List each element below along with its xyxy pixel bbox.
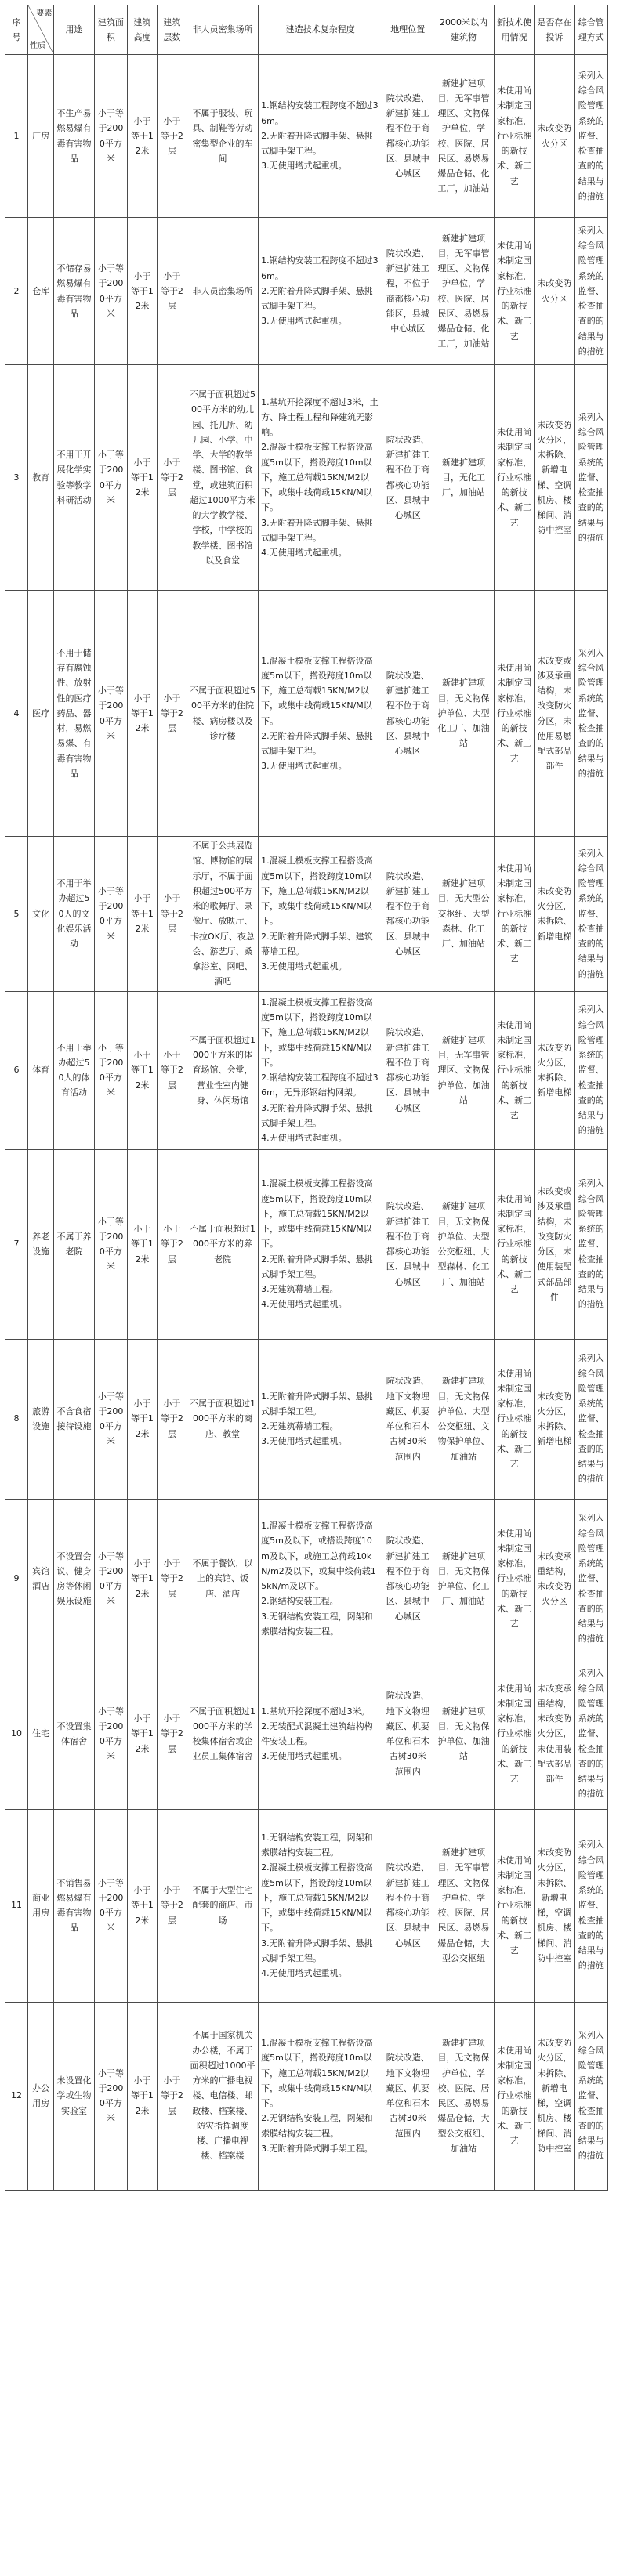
cell-seq: 2 — [5, 218, 28, 365]
cell-height: 小于等于12米 — [128, 591, 158, 837]
cell-use: 不用于储存有腐蚀性、放射性的医疗药品、器材，易燃易爆、有毒有害物品 — [54, 591, 94, 837]
header-newtech: 新技术使用情况 — [495, 5, 535, 55]
cell-control: 采列入综合风险管理系统的监督、检查抽查的的结果与的措施 — [574, 837, 607, 992]
cell-complexity: 1.混凝土模板支撑工程搭设高度5m以下，搭设跨度10m以下，施工总荷载15KN/M2以下，或集中线荷载15KN/M以下。 2.无附着升降式脚手架、悬挑式脚手架工程。 3.无建筑幕墙工程。 4.无使用塔式起重机。 — [259, 1149, 382, 1339]
cell-range2000: 新建扩建项目，无文物保护单位、大型公交枢纽、大型森林、化工厂、加油站 — [433, 1149, 495, 1339]
cell-type: 文化 — [27, 837, 53, 992]
cell-floors: 小于等于2层 — [157, 837, 187, 992]
cell-type: 旅游设施 — [27, 1339, 53, 1499]
cell-area: 小于等于2000平方米 — [94, 1149, 127, 1339]
cell-range2000: 新建扩建项目，无化工厂，加油站 — [433, 365, 495, 591]
cell-control: 采列入综合风险管理系统的监督、检查抽查的的结果与的措施 — [574, 991, 607, 1149]
cell-control: 采列入综合风险管理系统的监督、检查抽查的的结果与的措施 — [574, 365, 607, 591]
cell-use: 不用于举办超过50人的文化娱乐活动 — [54, 837, 94, 992]
cell-use: 未设置化学或生物实验室 — [54, 2002, 94, 2190]
cell-use: 不设置会议、健身房等休闲娱乐设施 — [54, 1499, 94, 1659]
cell-type: 教育 — [27, 365, 53, 591]
cell-height: 小于等于12米 — [128, 218, 158, 365]
cell-range2000: 新建扩建项目，无文物保护单位、大型公交枢纽、文物保护单位、加油站 — [433, 1339, 495, 1499]
cell-complaints: 未改变防火分区 — [535, 218, 574, 365]
cell-newtech: 未使用尚未制定国家标准，行业标准的新技术、新工艺 — [495, 1809, 535, 2002]
cell-seq: 4 — [5, 591, 28, 837]
cell-nonpersonnel: 不属于面积超过500平方米的住院楼、病房楼以及诊疗楼 — [187, 591, 258, 837]
cell-type: 宾馆酒店 — [27, 1499, 53, 1659]
table-row — [5, 2002, 608, 2190]
risk-table — [5, 5, 608, 2191]
header-row — [5, 5, 608, 55]
cell-location: 院状改造、新建扩建工程，不位于商都核心功能区，县城中心城区 — [382, 218, 433, 365]
cell-complaints: 未改变承重结构，未改变防火分区 — [535, 1499, 574, 1659]
table-body — [5, 55, 608, 2191]
cell-type: 仓库 — [27, 218, 53, 365]
cell-use: 不用于举办超过50人的体育活动 — [54, 991, 94, 1149]
header-range2000: 2000米以内建筑物 — [433, 5, 495, 55]
cell-nonpersonnel: 非人员密集场所 — [187, 218, 258, 365]
cell-control: 采列入综合风险管理系统的监督、检查抽查的的结果与的措施 — [574, 1339, 607, 1499]
cell-newtech: 未使用尚未制定国家标准，行业标准的新技术、新工艺 — [495, 991, 535, 1149]
cell-type: 养老设施 — [27, 1149, 53, 1339]
header-type — [27, 5, 53, 55]
cell-location: 院状改造、新建扩建工程不位于商都核心功能区、县城中心城区 — [382, 365, 433, 591]
table-row — [5, 1149, 608, 1339]
cell-floors: 小于等于2层 — [157, 1499, 187, 1659]
cell-nonpersonnel: 不属于大型住宅配套的商店、市场 — [187, 1809, 258, 2002]
cell-use: 不设置集体宿舍 — [54, 1659, 94, 1809]
table-row — [5, 218, 608, 365]
cell-nonpersonnel: 不属于国家机关办公楼，不属于面积超过1000平方米的广播电视楼、电信楼、邮政楼、档案楼、防灾指挥调度楼、广播电视楼、档案楼 — [187, 2002, 258, 2190]
cell-area: 小于等于2000平方米 — [94, 591, 127, 837]
table-row — [5, 837, 608, 992]
cell-seq: 11 — [5, 1809, 28, 2002]
cell-floors: 小于等于2层 — [157, 365, 187, 591]
cell-area: 小于等于2000平方米 — [94, 837, 127, 992]
cell-type: 办公用房 — [27, 2002, 53, 2190]
cell-seq: 12 — [5, 2002, 28, 2190]
cell-type: 医疗 — [27, 591, 53, 837]
cell-seq: 5 — [5, 837, 28, 992]
cell-location: 院状改造、新建扩建工程不位于商都核心功能区、县城中心城区 — [382, 837, 433, 992]
header-height: 建筑高度 — [128, 5, 158, 55]
cell-use: 不销售易燃易爆有毒有害物品 — [54, 1809, 94, 2002]
cell-seq: 3 — [5, 365, 28, 591]
cell-seq: 8 — [5, 1339, 28, 1499]
cell-newtech: 未使用尚未制定国家标准，行业标准的新技术、新工艺 — [495, 2002, 535, 2190]
cell-complexity: 1.混凝土模板支撑工程搭设高度5m以下，搭设跨度10m以下，施工总荷载15KN/M2以下，或集中线荷载15KN/M以下。 2.钢结构安装工程跨度不超过36m，无异形钢结构网架。 3.无附着升降式脚手架、悬挑式脚手架工程。 4.无使用塔式起重机。 — [259, 991, 382, 1149]
cell-complaints: 未改变防火分区，未拆除、新增电梯，空调机房、楼梯间、消防中控室 — [535, 2002, 574, 2190]
cell-height: 小于等于12米 — [128, 1499, 158, 1659]
cell-complaints: 未改变防火分区，未拆除、新增电梯、空调机房、楼梯间、消防中控室 — [535, 365, 574, 591]
cell-location: 院状改造、地下文物埋藏区、机要单位和石木古树30米范围内 — [382, 1659, 433, 1809]
cell-range2000: 新建扩建项目，无军事管理区、文物保护单位，学校、医院、居民区、易燃易爆品仓储、化工厂，加油站 — [433, 55, 495, 218]
cell-complexity: 1.混凝土模板支撑工程搭设高度5m以下，搭设跨度10m以下，施工总荷载15KN/M2以下，或集中线荷载15KN/M以下。 2.无钢结构安装工程，网架和索膜结构安装工程。 3.无附着升降式脚手架工程。 — [259, 2002, 382, 2190]
cell-location: 院状改造、新建扩建工程不位于商都核心功能区、县城中心城区 — [382, 1149, 433, 1339]
cell-nonpersonnel: 不属于面积超过1000平方米的商店、教堂 — [187, 1339, 258, 1499]
cell-use: 不含食宿接待设施 — [54, 1339, 94, 1499]
cell-location: 院状改造、地下文物埋藏区、机要单位和石木古树30米范围内 — [382, 2002, 433, 2190]
header-complaints: 是否存在投诉 — [535, 5, 574, 55]
cell-complaints: 未改变防火分区，未拆除、新增电梯，空调机房、楼梯间、消防中控室 — [535, 1809, 574, 2002]
cell-floors: 小于等于2层 — [157, 1339, 187, 1499]
cell-height: 小于等于12米 — [128, 1809, 158, 2002]
cell-complaints: 未改变承重结构，未改变防火分区，未使用装配式部品部件 — [535, 1659, 574, 1809]
cell-complexity: 1.混凝土模板支撑工程搭设高度5m以下，搭设跨度10m以下，施工总荷载15KN/M2以下，或集中线荷载15KN/M以下。 2.无附着升降式脚手架、建筑幕墙工程。 3.无使用塔式起重机。 — [259, 837, 382, 992]
cell-use: 不用于开展化学实验等教学科研活动 — [54, 365, 94, 591]
cell-newtech: 未使用尚未制定国家标准，行业标准的新技术、新工艺 — [495, 55, 535, 218]
cell-floors: 小于等于2层 — [157, 1149, 187, 1339]
table-row — [5, 591, 608, 837]
cell-complexity: 1.基坑开挖深度不超过3米，土方、降土程工程和降建筑无影响。 2.混凝土模板支撑工程搭设高度5m以下，搭设跨度10m以下，施工总荷载15KN/M2以下，或集中线荷载15KN/M以下。 3.无附着升降式脚手架、悬挑式脚手架工程。 4.无使用塔式起重机。 — [259, 365, 382, 591]
cell-location: 院状改造、新建扩建工程不位于商都核心功能区、县城中心城区 — [382, 1499, 433, 1659]
cell-location: 院状改造、新建扩建工程不位于商都核心功能区、县城中心城区 — [382, 591, 433, 837]
cell-range2000: 新建扩建项目，无文物保护单位、加油站 — [433, 1659, 495, 1809]
cell-use: 不生产易燃易爆有毒有害物品 — [54, 55, 94, 218]
cell-range2000: 新建扩建项目，无军事管理区、文物保护单位，学校、医院、居民区、易燃易爆品仓储、化工厂，加油站 — [433, 218, 495, 365]
cell-location: 院状改造、新建扩建工程不位于商都核心功能区、县城中心城区 — [382, 991, 433, 1149]
cell-area: 小于等于2000平方米 — [94, 1809, 127, 2002]
cell-floors: 小于等于2层 — [157, 991, 187, 1149]
cell-height: 小于等于12米 — [128, 837, 158, 992]
cell-range2000: 新建扩建项目，无文物保护单位、大型化工厂、加油站 — [433, 591, 495, 837]
table-row — [5, 1499, 608, 1659]
cell-complexity: 1.混凝土模板支撑工程搭设高度5m及以下，或搭设跨度10m及以下，或施工总荷载10kN/m2及以下，或集中线荷载15kN/m及以下。 2.钢结构安装工程。 3.无钢结构安装工程，网架和索膜结构安装工程。 — [259, 1499, 382, 1659]
cell-floors: 小于等于2层 — [157, 2002, 187, 2190]
cell-nonpersonnel: 不属于面积超过1000平方米的养老院 — [187, 1149, 258, 1339]
cell-nonpersonnel: 不属于服装、玩具、制鞋等劳动密集型企业的车间 — [187, 55, 258, 218]
cell-location: 院状改造、新建扩建工程不位于商都核心功能区、县城中心城区 — [382, 55, 433, 218]
table-row — [5, 1339, 608, 1499]
header-control: 综合管理方式 — [574, 5, 607, 55]
cell-control: 采列入综合风险管理系统的监督、检查抽查的的结果与的措施 — [574, 55, 607, 218]
header-type-bottom: 性质 — [29, 41, 45, 50]
cell-complaints: 未改变或涉及承重结构，未改变防火分区，未使用装配式部品部件 — [535, 1149, 574, 1339]
cell-height: 小于等于12米 — [128, 2002, 158, 2190]
cell-complaints: 未改变或涉及承重结构，未改变防火分区，未使用易燃配式部品部件 — [535, 591, 574, 837]
cell-floors: 小于等于2层 — [157, 218, 187, 365]
cell-floors: 小于等于2层 — [157, 55, 187, 218]
cell-newtech: 未使用尚未制定国家标准，行业标准的新技术、新工艺 — [495, 218, 535, 365]
cell-nonpersonnel: 不属于面积超过1000平方米的体育场馆、会堂，营业性室内健身、休闲场馆 — [187, 991, 258, 1149]
cell-use: 不储存易燃易爆有毒有害物品 — [54, 218, 94, 365]
cell-control: 采列入综合风险管理系统的监督、检查抽查的的结果与的措施 — [574, 1809, 607, 2002]
cell-range2000: 新建扩建项目，无军事管理区、文物保护单位、加油站 — [433, 991, 495, 1149]
table-row — [5, 365, 608, 591]
cell-newtech: 未使用尚未制定国家标准，行业标准的新技术、新工艺 — [495, 1499, 535, 1659]
cell-area: 小于等于2000平方米 — [94, 1339, 127, 1499]
cell-height: 小于等于12米 — [128, 55, 158, 218]
cell-complaints: 未改变防火分区，未拆除、新增电梯 — [535, 991, 574, 1149]
cell-complaints: 未改变防火分区 — [535, 55, 574, 218]
cell-range2000: 新建扩建项目，无军事管理区、文物保护单位、学校、医院、居民区、易燃易爆品仓储，大型公交枢纽 — [433, 1809, 495, 2002]
header-type-top: 要素 — [36, 9, 53, 18]
table-row — [5, 991, 608, 1149]
table-row — [5, 1809, 608, 2002]
cell-newtech: 未使用尚未制定国家标准，行业标准的新技术、新工艺 — [495, 1659, 535, 1809]
cell-height: 小于等于12米 — [128, 1659, 158, 1809]
cell-floors: 小于等于2层 — [157, 1659, 187, 1809]
cell-floors: 小于等于2层 — [157, 1809, 187, 2002]
header-floors: 建筑层数 — [157, 5, 187, 55]
cell-complexity: 1.混凝土模板支撑工程搭设高度5m以下，搭设跨度10m以下，施工总荷载15KN/M2以下，或集中线荷载15KN/M以下。 2.无附着升降式脚手架、悬挑式脚手架工程。 3.无使用塔式起重机。 — [259, 591, 382, 837]
header-nonpersonnel: 非人员密集场所 — [187, 5, 258, 55]
cell-newtech: 未使用尚未制定国家标准，行业标准的新技术、新工艺 — [495, 591, 535, 837]
header-location: 地理位置 — [382, 5, 433, 55]
cell-nonpersonnel: 不属于公共展览馆、博物馆的展示厅，不属于面积超过500平方米的歌舞厅、录像厅、放映厅、卡拉OK厅、夜总会、游艺厅、桑拿浴室、网吧、酒吧 — [187, 837, 258, 992]
cell-newtech: 未使用尚未制定国家标准，行业标准的新技术、新工艺 — [495, 1339, 535, 1499]
cell-height: 小于等于12米 — [128, 1149, 158, 1339]
cell-range2000: 新建扩建项目，无文物保护单位、学校、医院、居民区、易燃易爆品仓储，大型公交枢纽、加油站 — [433, 2002, 495, 2190]
cell-type: 住宅 — [27, 1659, 53, 1809]
cell-newtech: 未使用尚未制定国家标准，行业标准的新技术、新工艺 — [495, 837, 535, 992]
cell-area: 小于等于2000平方米 — [94, 218, 127, 365]
cell-height: 小于等于12米 — [128, 1339, 158, 1499]
cell-area: 小于等于2000平方米 — [94, 991, 127, 1149]
cell-area: 小于等于2000平方米 — [94, 365, 127, 591]
cell-control: 采列入综合风险管理系统的监督、检查抽查的的结果与的措施 — [574, 1149, 607, 1339]
cell-complexity: 1.钢结构安装工程跨度不超过36m。 2.无附着升降式脚手架、悬挑式脚手架工程。 3.无使用塔式起重机。 — [259, 218, 382, 365]
cell-newtech: 未使用尚未制定国家标准，行业标准的新技术、新工艺 — [495, 1149, 535, 1339]
cell-type: 商业用房 — [27, 1809, 53, 2002]
cell-control: 采列入综合风险管理系统的监督、检查抽查的的结果与的措施 — [574, 218, 607, 365]
cell-seq: 1 — [5, 55, 28, 218]
cell-seq: 6 — [5, 991, 28, 1149]
header-use: 用途 — [54, 5, 94, 55]
cell-range2000: 新建扩建项目，无大型公交枢纽、大型森林、化工厂、加油站 — [433, 837, 495, 992]
cell-seq: 9 — [5, 1499, 28, 1659]
cell-area: 小于等于2000平方米 — [94, 2002, 127, 2190]
cell-control: 采列入综合风险管理系统的监督、检查抽查的的结果与的措施 — [574, 1499, 607, 1659]
cell-type: 厂房 — [27, 55, 53, 218]
header-complexity: 建造技术复杂程度 — [259, 5, 382, 55]
cell-complaints: 未改变防火分区，未拆除、新增电梯 — [535, 1339, 574, 1499]
cell-nonpersonnel: 不属于餐饮，以上的宾馆、饭店、酒店 — [187, 1499, 258, 1659]
cell-seq: 7 — [5, 1149, 28, 1339]
cell-use: 不属于养老院 — [54, 1149, 94, 1339]
cell-type: 体育 — [27, 991, 53, 1149]
cell-complexity: 1.基坑开挖深度不超过3米。 2.无装配式混凝土建筑结构构件安装工程。 3.无使用塔式起重机。 — [259, 1659, 382, 1809]
cell-location: 院状改造、地下文物埋藏区、机要单位和石木古树30米范围内 — [382, 1339, 433, 1499]
cell-control: 采列入综合风险管理系统的监督、检查抽查的的结果与的措施 — [574, 1659, 607, 1809]
cell-seq: 10 — [5, 1659, 28, 1809]
cell-area: 小于等于2000平方米 — [94, 1499, 127, 1659]
cell-complexity: 1.钢结构安装工程跨度不超过36m。 2.无附着升降式脚手架、悬挑式脚手架工程。 3.无使用塔式起重机。 — [259, 55, 382, 218]
cell-area: 小于等于2000平方米 — [94, 55, 127, 218]
cell-area: 小于等于2000平方米 — [94, 1659, 127, 1809]
cell-height: 小于等于12米 — [128, 365, 158, 591]
cell-range2000: 新建扩建项目，无文物保护单位、化工厂、加油站 — [433, 1499, 495, 1659]
cell-location: 院状改造、新建扩建工程不位于商都核心功能区、县城中心城区 — [382, 1809, 433, 2002]
cell-complexity: 1.无钢结构安装工程，网架和索膜结构安装工程。 2.混凝土模板支撑工程搭设高度5m以下，搭设跨度10m以下，施工总荷载15KN/M2以下，或集中线荷载15KN/M以下。 3.无附着升降式脚手架、悬挑式脚手架工程。 4.无使用塔式起重机。 — [259, 1809, 382, 2002]
cell-nonpersonnel: 不属于面积超过1000平方米的学校集体宿舍或企业员工集体宿舍 — [187, 1659, 258, 1809]
cell-control: 采列入综合风险管理系统的监督、检查抽查的的结果与的措施 — [574, 591, 607, 837]
cell-complexity: 1.无附着升降式脚手架、悬挑式脚手架工程。 2.无建筑幕墙工程。 3.无使用塔式起重机。 — [259, 1339, 382, 1499]
cell-nonpersonnel: 不属于面积超过500平方米的幼儿园、托儿所、幼儿园、小学、中学、大学的教学楼、图书馆、食堂，或建筑面积超过1000平方米的大学教学楼、学校，中学校的教学楼、图书馆以及食堂 — [187, 365, 258, 591]
cell-height: 小于等于12米 — [128, 991, 158, 1149]
table-row — [5, 1659, 608, 1809]
header-area: 建筑面积 — [94, 5, 127, 55]
cell-complaints: 未改变防火分区，未拆除、新增电梯 — [535, 837, 574, 992]
header-seq: 序号 — [5, 5, 28, 55]
cell-newtech: 未使用尚未制定国家标准，行业标准的新技术、新工艺 — [495, 365, 535, 591]
cell-floors: 小于等于2层 — [157, 591, 187, 837]
table-row — [5, 55, 608, 218]
cell-control: 采列入综合风险管理系统的监督、检查抽查的的结果与的措施 — [574, 2002, 607, 2190]
